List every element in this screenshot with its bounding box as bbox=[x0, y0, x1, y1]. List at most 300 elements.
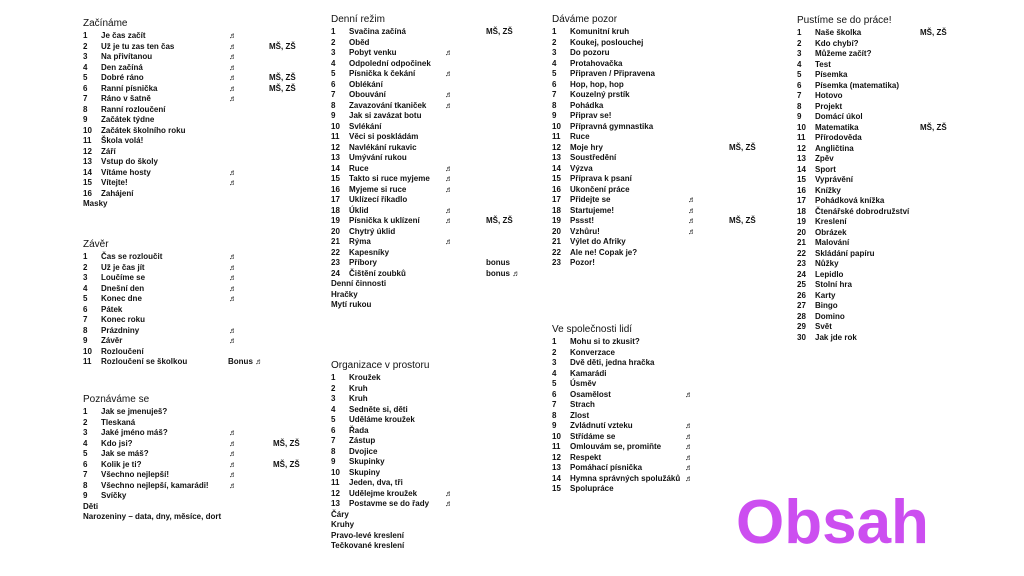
list-item bbox=[552, 27, 782, 38]
item-number: 6 bbox=[331, 79, 336, 89]
list-item bbox=[331, 457, 551, 468]
music-note-icon: ♬ bbox=[229, 52, 237, 61]
list-item bbox=[331, 373, 551, 384]
item-number: 8 bbox=[552, 410, 557, 420]
item-number: 4 bbox=[552, 58, 557, 68]
section-poznavame bbox=[83, 394, 313, 523]
item-title: Koukej, poslouchej bbox=[570, 37, 644, 47]
list-item bbox=[797, 144, 1007, 155]
music-note-icon: ♬ bbox=[229, 62, 237, 72]
item-title: Škola volá! bbox=[101, 136, 144, 145]
list-item bbox=[331, 122, 551, 133]
item-title: Do pozoru bbox=[570, 48, 610, 57]
item-title: Pssst! bbox=[570, 216, 595, 225]
item-title: Strach bbox=[570, 400, 595, 409]
item-number: 10 bbox=[331, 467, 340, 477]
item-number: 14 bbox=[331, 163, 340, 173]
item-number: 13 bbox=[797, 154, 806, 163]
item-number: 3 bbox=[331, 394, 336, 403]
item-number: 17 bbox=[797, 196, 806, 205]
item-number: 19 bbox=[797, 217, 806, 226]
music-note-icon: ♬ bbox=[229, 449, 237, 458]
item-number: 15 bbox=[797, 175, 806, 184]
item-title: Knížky bbox=[815, 185, 841, 195]
item-number: 3 bbox=[552, 48, 557, 57]
item-number: 6 bbox=[83, 459, 88, 469]
item-title: Ranní rozloučení bbox=[101, 104, 166, 114]
item-title: Střídáme se bbox=[570, 431, 616, 441]
item-title: Postavme se do řady bbox=[349, 499, 430, 508]
item-title: Písnička k uklízení bbox=[349, 216, 420, 225]
item-title: Dvě děti, jedna hračka bbox=[570, 358, 655, 367]
item-title: Věci si poskládám bbox=[349, 132, 419, 141]
item-title: Ranní písnička bbox=[101, 83, 158, 93]
list-item bbox=[552, 153, 782, 164]
item-title: Pátek bbox=[101, 304, 123, 314]
item-title: Domino bbox=[815, 311, 845, 321]
list-item bbox=[331, 426, 551, 437]
item-number: 8 bbox=[552, 100, 557, 110]
item-number: 6 bbox=[331, 425, 336, 435]
item-number: 29 bbox=[797, 322, 806, 331]
list-item bbox=[797, 270, 1007, 281]
music-note-icon: ♬ bbox=[445, 100, 453, 110]
list-item bbox=[552, 411, 782, 422]
music-note-icon: ♬ bbox=[445, 205, 453, 215]
item-title: Matematika bbox=[815, 122, 859, 132]
item-title: Oblékání bbox=[349, 79, 383, 89]
item-title: Umývání rukou bbox=[349, 153, 407, 162]
item-number: 19 bbox=[331, 216, 340, 225]
list-item bbox=[552, 379, 782, 390]
list-item bbox=[552, 369, 782, 380]
music-note-icon: ♬ bbox=[688, 195, 696, 204]
list-item bbox=[331, 185, 551, 196]
item-title: Jaké jméno máš? bbox=[101, 428, 168, 437]
extra-item: Pravo-levé kreslení bbox=[331, 530, 404, 540]
item-number: 13 bbox=[331, 499, 340, 508]
list-item bbox=[797, 112, 1007, 123]
extra-item: Čáry bbox=[331, 509, 349, 519]
item-number: 6 bbox=[552, 389, 557, 399]
list-item bbox=[552, 400, 782, 411]
item-number: 10 bbox=[331, 121, 340, 131]
item-number: 11 bbox=[331, 132, 340, 141]
item-number: 16 bbox=[331, 184, 340, 194]
list-item bbox=[331, 216, 551, 227]
item-title: Konec roku bbox=[101, 315, 146, 324]
list-item bbox=[797, 322, 1007, 333]
item-title: Úklid bbox=[349, 205, 369, 215]
list-item bbox=[552, 358, 782, 369]
item-number: 2 bbox=[83, 417, 88, 427]
item-title: Odpolední odpočinek bbox=[349, 58, 431, 68]
item-title: Loučíme se bbox=[101, 273, 146, 282]
item-title: Rozloučení bbox=[101, 346, 144, 356]
item-tag: MŠ, ZŠ bbox=[269, 73, 296, 82]
music-note-icon: ♬ bbox=[229, 252, 237, 261]
item-title: Můžeme začít? bbox=[815, 49, 872, 58]
item-number: 21 bbox=[797, 238, 806, 247]
list-item bbox=[797, 186, 1007, 197]
item-number: 8 bbox=[797, 101, 802, 111]
item-title: Výlet do Afriky bbox=[570, 237, 626, 246]
list-item bbox=[83, 147, 313, 158]
item-title: Písemka bbox=[815, 70, 848, 79]
section-davame-pozor bbox=[552, 14, 782, 269]
item-title: Prázdniny bbox=[101, 325, 140, 335]
list-item bbox=[83, 136, 313, 147]
item-number: 7 bbox=[552, 400, 557, 409]
item-number: 4 bbox=[83, 62, 88, 72]
item-number: 14 bbox=[552, 163, 561, 173]
item-title: Úsměv bbox=[570, 379, 597, 388]
list-item bbox=[83, 305, 313, 316]
item-number: 5 bbox=[83, 294, 88, 303]
list-item bbox=[331, 38, 551, 49]
item-number: 4 bbox=[552, 368, 557, 378]
item-number: 16 bbox=[552, 184, 561, 194]
item-number: 12 bbox=[83, 146, 92, 156]
list-item bbox=[797, 280, 1007, 291]
music-note-icon: ♬ bbox=[445, 69, 453, 78]
item-number: 4 bbox=[331, 58, 336, 68]
item-title: Září bbox=[101, 146, 116, 156]
music-note-icon: ♬ bbox=[229, 262, 237, 272]
item-title: Rozloučení se školkou bbox=[101, 357, 188, 366]
item-title: Jak jde rok bbox=[815, 332, 857, 342]
list-item bbox=[331, 27, 551, 38]
item-title: Dnešní den bbox=[101, 283, 145, 293]
list-item bbox=[552, 174, 782, 185]
item-title: Kreslení bbox=[815, 217, 847, 226]
item-title: Navlékání rukavic bbox=[349, 142, 417, 152]
item-number: 13 bbox=[331, 153, 340, 162]
item-title: Karty bbox=[815, 290, 836, 300]
item-number: 23 bbox=[797, 259, 806, 268]
section-denni-rezim bbox=[331, 14, 551, 311]
item-number: 5 bbox=[83, 73, 88, 82]
music-note-icon: ♬ bbox=[445, 48, 453, 57]
item-title: Čas se rozloučit bbox=[101, 252, 163, 261]
list-item bbox=[552, 111, 782, 122]
item-title: Skupinky bbox=[349, 457, 385, 466]
list-item bbox=[83, 126, 313, 137]
item-number: 13 bbox=[552, 463, 561, 472]
item-number: 3 bbox=[331, 48, 336, 57]
item-number: 10 bbox=[83, 346, 92, 356]
section-title: Závěr bbox=[83, 239, 109, 250]
list-item bbox=[552, 59, 782, 70]
item-number: 8 bbox=[83, 104, 88, 114]
item-number: 26 bbox=[797, 290, 806, 300]
list-item bbox=[331, 405, 551, 416]
item-title: Ruce bbox=[349, 163, 369, 173]
music-note-icon: ♬ bbox=[445, 216, 453, 225]
music-note-icon: ♬ bbox=[229, 428, 237, 437]
music-note-icon: ♬ bbox=[445, 174, 453, 183]
list-item bbox=[552, 442, 782, 453]
item-number: 5 bbox=[83, 449, 88, 458]
music-note-icon: ♬ bbox=[685, 389, 693, 399]
item-number: 14 bbox=[83, 167, 92, 177]
list-item bbox=[83, 347, 313, 358]
item-number: 1 bbox=[331, 373, 336, 382]
music-note-icon: ♬ bbox=[229, 294, 237, 303]
item-title: Vstup do školy bbox=[101, 157, 158, 166]
item-title: Závěr bbox=[101, 336, 123, 345]
music-note-icon: ♬ bbox=[685, 442, 693, 451]
section-title: Denní režim bbox=[331, 14, 385, 25]
item-number: 1 bbox=[83, 31, 88, 40]
list-item bbox=[331, 258, 551, 269]
item-number: 9 bbox=[83, 115, 88, 124]
item-number: 9 bbox=[83, 336, 88, 345]
item-number: 20 bbox=[331, 226, 340, 236]
item-title: Jak se jmenuješ? bbox=[101, 407, 168, 416]
item-number: 13 bbox=[552, 153, 561, 162]
list-item bbox=[83, 263, 313, 274]
list-item bbox=[797, 123, 1007, 134]
music-note-icon: ♬ bbox=[688, 205, 696, 215]
item-number: 12 bbox=[797, 143, 806, 153]
list-item bbox=[797, 291, 1007, 302]
item-number: 13 bbox=[83, 157, 92, 166]
list-item bbox=[552, 80, 782, 91]
list-item bbox=[797, 133, 1007, 144]
item-title: Pomáhací písnička bbox=[570, 463, 643, 472]
item-title: Už je čas jít bbox=[101, 262, 145, 272]
music-note-icon: ♬ bbox=[229, 283, 237, 293]
item-title: Konec dne bbox=[101, 294, 142, 303]
list-item bbox=[83, 84, 313, 95]
item-number: 2 bbox=[331, 383, 336, 393]
extra-item: Narozeniny – data, dny, měsíce, dort bbox=[83, 512, 222, 521]
item-title: Kroužek bbox=[349, 373, 381, 382]
list-item bbox=[83, 105, 313, 116]
list-item bbox=[83, 470, 313, 481]
item-number: 6 bbox=[83, 83, 88, 93]
item-title: Jak si zavázat botu bbox=[349, 111, 422, 120]
item-title: Pobyt venku bbox=[349, 48, 397, 57]
item-number: 4 bbox=[83, 283, 88, 293]
music-note-icon: ♬ bbox=[229, 31, 237, 40]
item-title: Bingo bbox=[815, 301, 838, 310]
list-item bbox=[83, 52, 313, 63]
item-title: Respekt bbox=[570, 452, 602, 462]
item-number: 20 bbox=[552, 226, 561, 236]
list-item bbox=[83, 63, 313, 74]
list-item bbox=[83, 449, 313, 460]
item-number: 22 bbox=[797, 248, 806, 258]
item-tag: MŠ, ZŠ bbox=[269, 41, 296, 51]
music-note-icon: ♬ bbox=[229, 83, 237, 93]
item-title: Ruce bbox=[570, 132, 590, 141]
extra-item: Hračky bbox=[331, 289, 358, 299]
item-title: Na přivítanou bbox=[101, 52, 153, 61]
item-title: Dvojice bbox=[349, 446, 378, 456]
list-item bbox=[552, 143, 782, 154]
item-title: Čtenářské dobrodružství bbox=[815, 206, 910, 216]
item-number: 5 bbox=[552, 69, 557, 78]
item-title: Skládání papíru bbox=[815, 248, 875, 258]
item-title: Uděláme kroužek bbox=[349, 415, 415, 424]
item-number: 7 bbox=[331, 90, 336, 99]
list-item bbox=[552, 48, 782, 59]
item-number: 21 bbox=[331, 237, 340, 246]
item-number: 24 bbox=[797, 269, 806, 279]
music-note-icon: ♬ bbox=[229, 94, 237, 103]
item-number: 5 bbox=[331, 415, 336, 424]
list-item bbox=[552, 101, 782, 112]
list-item bbox=[552, 248, 782, 259]
list-item bbox=[797, 217, 1007, 228]
item-number: 1 bbox=[83, 252, 88, 261]
item-number: 11 bbox=[552, 442, 561, 451]
item-title: Začátek školního roku bbox=[101, 125, 186, 135]
item-number: 15 bbox=[552, 484, 561, 493]
item-number: 9 bbox=[552, 111, 557, 120]
list-item bbox=[331, 164, 551, 175]
list-item bbox=[552, 38, 782, 49]
item-title: Sedněte si, děti bbox=[349, 404, 408, 414]
list-item bbox=[83, 252, 313, 263]
item-title: Zlost bbox=[570, 410, 590, 420]
list-item bbox=[331, 174, 551, 185]
item-title: Písnička k čekání bbox=[349, 69, 416, 78]
music-note-icon: ♬ bbox=[229, 41, 237, 51]
item-number: 3 bbox=[83, 273, 88, 282]
list-item bbox=[797, 228, 1007, 239]
item-tag: MŠ, ZŠ bbox=[729, 142, 756, 152]
list-item bbox=[331, 394, 551, 405]
list-item bbox=[83, 357, 313, 368]
list-item bbox=[83, 336, 313, 347]
music-note-icon: ♬ bbox=[229, 273, 237, 282]
list-item bbox=[83, 31, 313, 42]
item-title: Lepidlo bbox=[815, 269, 844, 279]
list-item bbox=[552, 453, 782, 464]
item-title: Řada bbox=[349, 425, 369, 435]
item-number: 7 bbox=[83, 470, 88, 479]
list-item bbox=[797, 102, 1007, 113]
music-note-icon: ♬ bbox=[445, 163, 453, 173]
item-number: 2 bbox=[83, 41, 88, 51]
item-number: 11 bbox=[552, 132, 561, 141]
list-item bbox=[83, 115, 313, 126]
item-tag: MŠ, ZŠ bbox=[920, 28, 947, 37]
list-item bbox=[797, 28, 1007, 39]
item-number: 16 bbox=[797, 185, 806, 195]
list-item bbox=[552, 227, 782, 238]
list-item bbox=[797, 175, 1007, 186]
item-title: Kamarádi bbox=[570, 368, 607, 378]
list-item bbox=[83, 439, 313, 450]
list-item bbox=[797, 333, 1007, 344]
item-title: Hymna správných spolužáků bbox=[570, 473, 681, 483]
list-item bbox=[83, 460, 313, 471]
list-item bbox=[797, 238, 1007, 249]
item-title: Písemka (matematika) bbox=[815, 80, 900, 90]
list-item bbox=[331, 195, 551, 206]
section-zaver bbox=[83, 239, 313, 368]
list-item bbox=[83, 94, 313, 105]
item-title: Chytrý úklid bbox=[349, 226, 396, 236]
list-item bbox=[331, 384, 551, 395]
item-number: 9 bbox=[797, 112, 802, 121]
music-note-icon: ♬ bbox=[229, 73, 237, 82]
music-note-icon: ♬ bbox=[685, 421, 693, 430]
list-item bbox=[331, 237, 551, 248]
item-title: Připrav se! bbox=[570, 111, 612, 120]
list-item bbox=[797, 154, 1007, 165]
item-number: 15 bbox=[552, 174, 561, 183]
item-number: 7 bbox=[331, 436, 336, 445]
music-note-icon: ♬ bbox=[685, 463, 693, 472]
list-item bbox=[331, 269, 551, 280]
music-note-icon: ♬ bbox=[445, 184, 453, 194]
list-item bbox=[552, 390, 782, 401]
list-item bbox=[83, 326, 313, 337]
list-item bbox=[83, 418, 313, 429]
music-note-icon: ♬ bbox=[685, 473, 693, 483]
item-title: Pozor! bbox=[570, 258, 595, 267]
item-tag: MŠ, ZŠ bbox=[486, 27, 513, 36]
item-title: Čištění zoubků bbox=[349, 268, 406, 278]
item-number: 11 bbox=[331, 478, 340, 487]
list-item bbox=[331, 478, 551, 489]
list-item bbox=[331, 132, 551, 143]
item-title: Startujeme! bbox=[570, 205, 615, 215]
list-item bbox=[552, 474, 782, 485]
item-title: Naše školka bbox=[815, 28, 862, 37]
list-item bbox=[83, 284, 313, 295]
item-number: 14 bbox=[552, 473, 561, 483]
item-number: 23 bbox=[552, 258, 561, 267]
item-title: Oběd bbox=[349, 37, 370, 47]
music-note-icon: ♬ bbox=[445, 237, 453, 246]
list-item bbox=[331, 90, 551, 101]
item-number: 9 bbox=[331, 111, 336, 120]
music-note-icon: ♬ bbox=[688, 216, 696, 225]
music-note-icon: ♬ bbox=[229, 459, 237, 469]
item-title: Stolní hra bbox=[815, 280, 852, 289]
item-number: 28 bbox=[797, 311, 806, 321]
item-number: 2 bbox=[552, 37, 557, 47]
item-number: 25 bbox=[797, 280, 806, 289]
list-item bbox=[552, 216, 782, 227]
item-title: Ale ne! Copak je? bbox=[570, 247, 638, 257]
item-title: Nůžky bbox=[815, 259, 839, 268]
item-title: Obouvání bbox=[349, 90, 386, 99]
item-number: 7 bbox=[797, 91, 802, 100]
item-title: Všechno nejlepší! bbox=[101, 470, 170, 479]
list-item bbox=[331, 101, 551, 112]
item-title: Tleskaná bbox=[101, 417, 136, 427]
item-title: Svlékání bbox=[349, 121, 382, 131]
item-title: Svačina začíná bbox=[349, 27, 406, 36]
item-title: Jak se máš? bbox=[101, 449, 149, 458]
item-number: 11 bbox=[83, 357, 92, 366]
extra-item: Masky bbox=[83, 199, 108, 208]
item-title: Konverzace bbox=[570, 347, 615, 357]
item-title: Vyprávění bbox=[815, 175, 853, 184]
extra-item: Denní činnosti bbox=[331, 279, 387, 288]
item-title: Všechno nejlepší, kamarádi! bbox=[101, 480, 209, 490]
item-number: 2 bbox=[797, 38, 802, 48]
item-number: 30 bbox=[797, 332, 806, 342]
list-item bbox=[331, 153, 551, 164]
